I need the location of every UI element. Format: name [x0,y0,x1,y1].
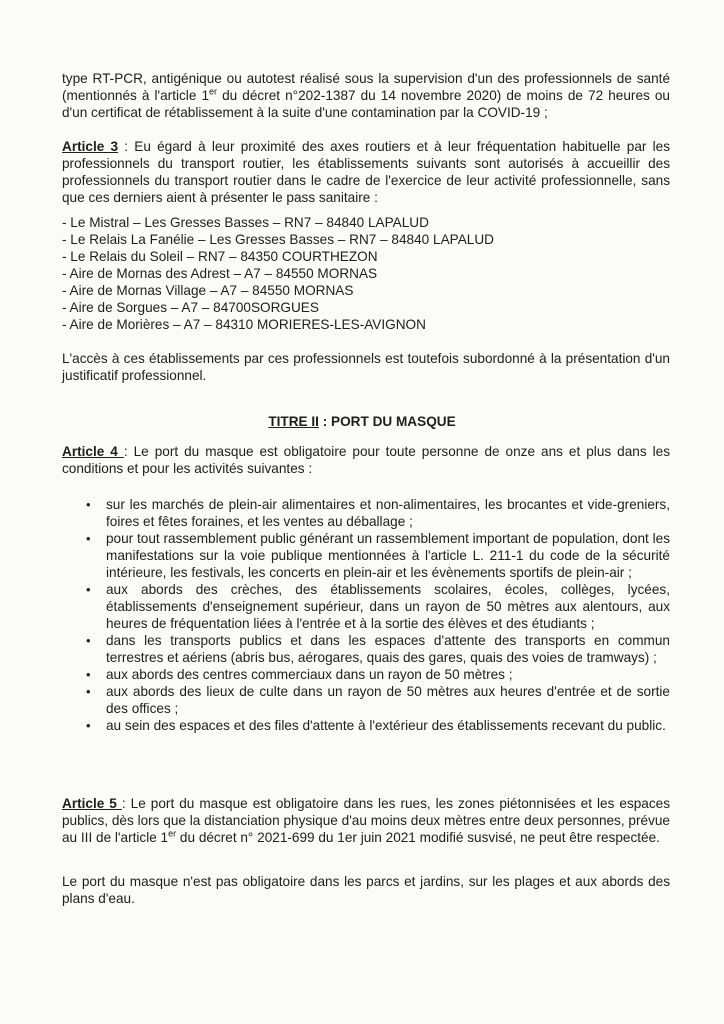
list-item: • pour tout rassemblement public générant un rassemblement important de population, dont les manifestations sur la voie publique mentionnées à l'article L. 211-1 du code de la sécurité intérieure, les festivals, les concerts en plein-air et les évènements sportifs de plein-air ; [106,530,670,581]
intro-paragraph [62,70,670,121]
article-4-label: Article 4 [62,444,124,459]
list-item: - Aire de Sorgues – A7 – 84700SORGUES [62,300,319,315]
list-item: • au sein des espaces et des files d'attente à l'extérieur des établissements recevant du public. [106,717,670,734]
article-5-text: : Le port du masque est obligatoire dans les rues, les zones piétonnisées et les espaces publics, dès lors que la distanciation physique d'au moins deux mètres entre deux personnes, prévue au III de l'article 1 [62,796,671,845]
intro-text: type RT-PCR, antigénique ou autotest réalisé sous la supervision d'un des professionnels de santé (mentionnés à l'article 1 [62,71,670,103]
list-item: - Aire de Mornas des Adrest – A7 – 84550 MORNAS [62,266,378,281]
closing-paragraph: Le port du masque n'est pas obligatoire dans les parcs et jardins, sur les plages et aux abords des plans d'eau. [62,874,670,906]
list-item: • aux abords des centres commerciaux dans un rayon de 50 mètres ; [106,666,670,683]
article-5-label: Article 5 [62,796,122,811]
article-4-paragraph [62,443,670,477]
list-item: - Aire de Morières – A7 – 84310 MORIERES-LES-AVIGNON [62,317,426,332]
article-3-text: : Eu égard à leur proximité des axes routiers et à leur fréquentation habituelle par les professionnels du transport routier, les établissements suivants sont autorisés à accueillir des professionnels du transport routier dans le cadre de l'exercice de leur activité professionnelle, sans que ces derniers aient à présenter le pass sanitaire : [62,139,670,205]
establishments-list [62,214,670,333]
section-title [0,414,724,429]
section-title-label: TITRE II [268,414,319,429]
mask-rules-list [84,496,670,734]
article-4-text: : Le port du masque est obligatoire pour toute personne de onze ans et plus dans les conditions et pour les activités suivantes : [62,444,670,476]
intro-text-continued: du décret n°202-1387 du 14 novembre 2020) de moins de 72 heures ou d'un certificat de rétablissement à la suite d'une contamination par la COVID-19 ; [62,88,670,120]
article-5-paragraph [62,795,670,846]
list-item: - Le Relais La Fanélie – Les Gresses Basses – RN7 – 84840 LAPALUD [62,232,494,247]
list-item: • dans les transports publics et dans les espaces d'attente des transports en commun terrestres et aériens (abris bus, aérogares, quais des gares, quais des voies de tramways) ; [106,632,670,666]
intro-superscript: er [209,86,218,97]
article-3-paragraph [62,138,670,206]
list-item: • sur les marchés de plein-air alimentaires et non-alimentaires, les brocantes et vide-greniers, foires et fêtes foraines, et les ventes au déballage ; [106,496,670,530]
list-item: - Le Mistral – Les Gresses Basses – RN7 – 84840 LAPALUD [62,215,429,230]
article-5-text-continued: du décret n° 2021-699 du 1er juin 2021 modifié susvisé, ne peut être respectée. [176,830,660,845]
list-item: - Aire de Mornas Village – A7 – 84550 MORNAS [62,283,354,298]
list-item: • aux abords des crèches, des établissements scolaires, écoles, collèges, lycées, établissements d'enseignement supérieur, dans un rayon de 50 mètres aux alentours, aux heures de fréquentation liées à l'entrée et à la sortie des élèves et des étudiants ; [106,581,670,632]
section-title-text: : PORT DU MASQUE [318,414,456,429]
list-item: • aux abords des lieux de culte dans un rayon de 50 mètres aux heures d'entrée et de sortie des offices ; [106,683,670,717]
article-3-label: Article 3 [62,139,119,154]
article-5-superscript: er [168,828,177,839]
article-3-closing: L'accès à ces établissements par ces professionnels est toutefois subordonné à la présentation d'un justificatif professionnel. [62,351,670,383]
list-item: - Le Relais du Soleil – RN7 – 84350 COURTHEZON [62,249,378,264]
